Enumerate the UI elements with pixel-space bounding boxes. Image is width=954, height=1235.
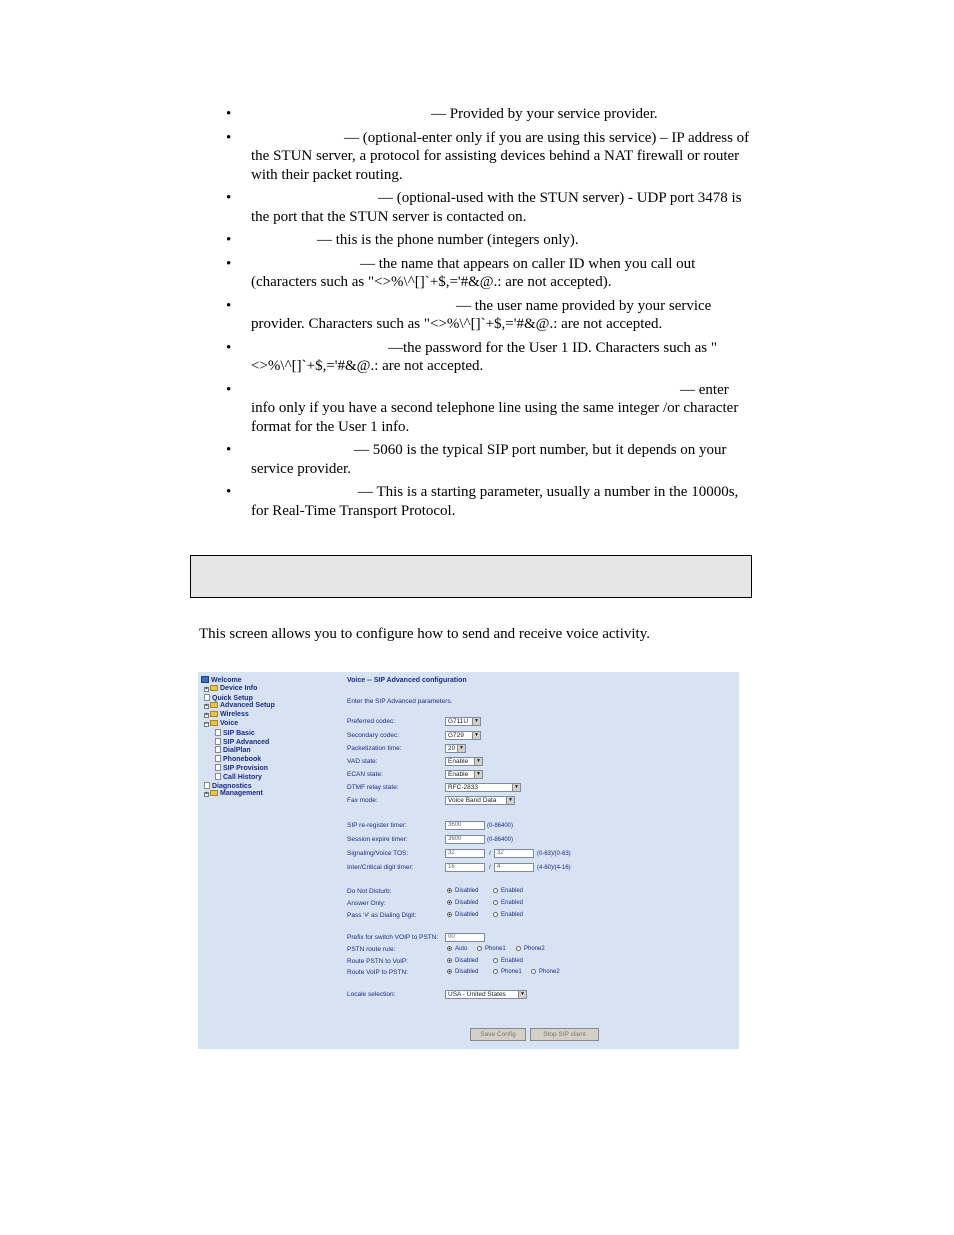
reregister-input[interactable]: 3600 xyxy=(445,821,485,830)
tree-item-label: Advanced Setup xyxy=(220,702,275,710)
page-icon xyxy=(215,764,221,771)
page-icon xyxy=(215,729,221,736)
monitor-icon xyxy=(201,676,209,683)
prefix-row xyxy=(347,933,737,943)
inter-digit-input[interactable]: 16 xyxy=(445,863,485,872)
secondary-codec-select[interactable]: G729 ▼ xyxy=(445,731,481,740)
tree-item[interactable] xyxy=(201,711,341,720)
pound-row xyxy=(347,911,737,921)
ecan-row xyxy=(347,770,737,780)
bullet-item xyxy=(226,105,756,124)
secondary-codec-row xyxy=(347,731,737,741)
tree-item[interactable] xyxy=(201,685,341,694)
bullet-text: — the user name provided by your service provider. Characters such as "<>%\^[]`+$,='#&@.: are not accepted. xyxy=(251,297,712,332)
reregister-hint: (0-86400) xyxy=(487,823,514,829)
bullet-dot: • xyxy=(226,484,232,500)
tree-item[interactable] xyxy=(201,755,341,764)
bullet-dot: • xyxy=(226,106,232,122)
voip-pstn-phone2-radio[interactable]: Phone2 xyxy=(531,969,560,975)
prefix-label: Prefix for switch VOIP to PSTN: xyxy=(347,934,439,941)
bullet-text: — this is the phone number (integers only). xyxy=(317,232,579,248)
dtmf-row xyxy=(347,783,737,793)
radio-checked-icon xyxy=(447,900,452,905)
pound-label: Pass '#' as Dialing Digit: xyxy=(347,912,417,919)
bullet-dot: • xyxy=(226,339,232,356)
chevron-down-icon: ▼ xyxy=(518,991,526,998)
bullet-dot: • xyxy=(226,255,232,272)
pound-enabled-radio[interactable]: Enabled xyxy=(493,912,523,918)
radio-icon xyxy=(493,958,498,963)
packetization-select[interactable]: 20 ▼ xyxy=(445,744,466,753)
radio-checked-icon xyxy=(447,888,452,893)
answer-disabled-radio[interactable]: Disabled xyxy=(447,900,478,906)
tos-voice-input[interactable]: 32 xyxy=(494,849,534,858)
tree-item[interactable] xyxy=(201,773,341,782)
pstn-voip-enabled-radio[interactable]: Enabled xyxy=(493,958,523,964)
save-config-button[interactable]: Save Config xyxy=(470,1028,526,1041)
bullet-item xyxy=(226,381,756,437)
chevron-down-icon: ▼ xyxy=(474,771,482,778)
bullet-text: — (optional-enter only if you are using this service) – IP address of the STUN server, a protocol for assisting devices behind a NAT firewall or router with their packet routing. xyxy=(251,129,750,183)
fax-select[interactable]: Voice Band Data ▼ xyxy=(445,796,515,805)
pstn-rule-label: PSTN route rule: xyxy=(347,946,396,953)
bullet-dot: • xyxy=(226,190,232,206)
page-icon xyxy=(204,782,210,789)
answer-only-label: Answer Only: xyxy=(347,900,386,907)
bullet-dot: • xyxy=(226,297,232,314)
tree-item-label: Phonebook xyxy=(223,756,262,764)
bullet-item xyxy=(226,297,756,334)
page-icon xyxy=(215,755,221,762)
radio-checked-icon xyxy=(447,958,452,963)
expand-icon[interactable]: + xyxy=(205,685,208,692)
bullet-text: — the name that appears on caller ID when you call out (characters such as "<>%\^[]`+$,='#&@.: are not accepted). xyxy=(251,255,696,290)
intro-text: This screen allows you to configure how to send and receive voice activity. xyxy=(199,626,650,642)
fax-row xyxy=(347,796,737,806)
radio-icon xyxy=(531,969,536,974)
nav-tree xyxy=(201,676,341,799)
chevron-down-icon: ▼ xyxy=(474,758,482,765)
bullet-dot: • xyxy=(226,442,232,458)
locale-row xyxy=(347,990,737,1000)
session-input[interactable]: 3600 xyxy=(445,835,485,844)
digit-timer-label: Inter/Critical digit timer: xyxy=(347,864,414,871)
dnd-row xyxy=(347,887,737,897)
radio-checked-icon xyxy=(447,969,452,974)
bullet-item xyxy=(226,441,756,478)
page-icon xyxy=(215,746,221,753)
fax-label: Fax mode: xyxy=(347,797,378,804)
session-label: Session expire timer: xyxy=(347,836,408,843)
section-heading-box xyxy=(190,555,752,598)
session-hint: (0-86400) xyxy=(487,837,514,843)
tree-item-label: Call History xyxy=(223,773,262,781)
folder-icon xyxy=(210,685,218,691)
tree-item[interactable] xyxy=(201,782,341,791)
folder-icon xyxy=(210,702,218,708)
pstn-rule-row xyxy=(347,945,737,955)
bullet-text: — enter info only if you have a second telephone line using the same integer /or character format for the User 1 info. xyxy=(251,381,739,435)
page-icon xyxy=(204,694,210,701)
tree-item-label: Quick Setup xyxy=(212,694,253,702)
chevron-down-icon: ▼ xyxy=(457,745,465,752)
dtmf-label: DTMF relay state: xyxy=(347,784,399,791)
tree-item[interactable] xyxy=(201,676,341,685)
critical-digit-input[interactable]: 4 xyxy=(494,863,534,872)
tree-item-label: Welcome xyxy=(211,677,242,684)
voip-pstn-row xyxy=(347,968,737,978)
radio-icon xyxy=(493,912,498,917)
bullet-item xyxy=(226,339,756,376)
voip-pstn-phone1-radio[interactable]: Phone1 xyxy=(493,969,522,975)
expand-icon[interactable]: + xyxy=(205,703,208,710)
chevron-down-icon: ▼ xyxy=(506,797,514,804)
answer-only-row xyxy=(347,899,737,909)
folder-open-icon xyxy=(210,720,218,726)
locale-select[interactable]: USA - United States ▼ xyxy=(445,990,527,999)
tree-item-label: SIP Basic xyxy=(223,729,255,737)
bullet-item xyxy=(226,189,756,226)
locale-label: Locale selection: xyxy=(347,991,396,998)
dnd-disabled-radio[interactable]: Disabled xyxy=(447,888,478,894)
packetization-row xyxy=(347,744,737,754)
tos-label: Signaling/Voice TOS: xyxy=(347,850,409,857)
tree-item[interactable] xyxy=(201,694,341,703)
bullet-text: —the password for the User 1 ID. Characters such as "<>%\^[]`+$,='#&@.: are not accepted. xyxy=(251,339,717,374)
bullet-text: — (optional-used with the STUN server) - UDP port 3478 is the port that the STUN server is contacted on. xyxy=(251,190,742,225)
tree-item[interactable] xyxy=(201,746,341,755)
tree-item[interactable] xyxy=(201,702,341,711)
parameter-bullet-list xyxy=(226,105,756,525)
bullet-dot: • xyxy=(226,232,232,248)
answer-enabled-radio[interactable]: Enabled xyxy=(493,900,523,906)
stop-sip-client-button[interactable]: Stop SIP client xyxy=(530,1028,599,1041)
preferred-codec-row xyxy=(347,717,737,727)
prefix-input[interactable]: 00 xyxy=(445,933,485,942)
vad-select[interactable]: Enable ▼ xyxy=(445,757,483,766)
folder-icon xyxy=(210,711,218,717)
expand-icon[interactable]: + xyxy=(205,712,208,719)
session-row xyxy=(347,835,737,845)
tree-item[interactable] xyxy=(201,790,341,799)
pstn-voip-label: Route PSTN to VoIP: xyxy=(347,958,409,965)
dnd-label: Do Not Disturb: xyxy=(347,888,392,895)
tos-hint: (0-63)/(0-63) xyxy=(537,851,571,857)
radio-icon xyxy=(516,946,521,951)
vad-label: VAD state: xyxy=(347,758,378,765)
dnd-enabled-radio[interactable]: Enabled xyxy=(493,888,523,894)
pstn-phone2-radio[interactable]: Phone2 xyxy=(516,946,545,952)
bullet-text: — 5060 is the typical SIP port number, but it depends on your service provider. xyxy=(251,442,727,477)
chevron-down-icon: ▼ xyxy=(472,732,480,739)
bullet-dot: • xyxy=(226,129,232,146)
tos-separator: / xyxy=(489,851,491,857)
pound-disabled-radio[interactable]: Disabled xyxy=(447,912,478,918)
radio-icon xyxy=(477,946,482,951)
tos-row xyxy=(347,849,737,859)
digit-timer-row xyxy=(347,863,737,873)
pstn-voip-disabled-radio[interactable]: Disabled xyxy=(447,958,478,964)
preferred-codec-label: Preferred codec: xyxy=(347,718,396,725)
secondary-codec-label: Secondary codec: xyxy=(347,732,400,739)
radio-icon xyxy=(493,900,498,905)
bullet-text: — Provided by your service provider. xyxy=(431,106,658,122)
tree-item[interactable] xyxy=(201,738,341,747)
page-icon xyxy=(215,773,221,780)
tree-item-label: Device Info xyxy=(220,684,258,692)
ecan-select[interactable]: Enable ▼ xyxy=(445,770,483,779)
tree-item-label: Wireless xyxy=(220,711,249,719)
tree-item-label: Management xyxy=(220,790,263,798)
radio-checked-icon xyxy=(447,946,452,951)
radio-checked-icon xyxy=(447,912,452,917)
panel-subtitle: Enter the SIP Advanced parameters. xyxy=(347,698,453,705)
tree-item-label: Voice xyxy=(220,719,239,727)
collapse-icon[interactable]: − xyxy=(205,720,208,727)
digit-separator: / xyxy=(489,865,491,871)
radio-icon xyxy=(493,888,498,893)
bullet-item xyxy=(226,129,756,185)
bullet-text: — This is a starting parameter, usually a number in the 10000s, for Real-Time Transport Protocol. xyxy=(251,484,739,519)
tree-item-label: Diagnostics xyxy=(212,782,252,790)
tree-item-label: SIP Provision xyxy=(223,764,268,772)
sip-advanced-screenshot xyxy=(198,672,739,1049)
dtmf-select[interactable]: RFC-2833 ▼ xyxy=(445,783,521,792)
tree-item[interactable] xyxy=(201,764,341,773)
tos-signaling-input[interactable]: 32 xyxy=(445,849,485,858)
tree-item-label: SIP Advanced xyxy=(223,738,270,746)
reregister-label: SIP re-register timer: xyxy=(347,822,407,829)
vad-row xyxy=(347,757,737,767)
digit-hint: (4-60)/(4-16) xyxy=(537,865,571,871)
pstn-voip-row xyxy=(347,957,737,967)
bullet-item xyxy=(226,231,756,250)
bullet-item xyxy=(226,483,756,520)
folder-icon xyxy=(210,790,218,796)
pstn-phone1-radio[interactable]: Phone1 xyxy=(477,946,506,952)
chevron-down-icon: ▼ xyxy=(472,718,480,725)
tree-item[interactable] xyxy=(201,720,341,729)
preferred-codec-select[interactable]: G711U ▼ xyxy=(445,717,481,726)
reregister-row xyxy=(347,821,737,831)
chevron-down-icon: ▼ xyxy=(512,784,520,791)
tree-item-label: DialPlan xyxy=(223,747,251,755)
expand-icon[interactable]: + xyxy=(205,791,208,798)
packetization-label: Packetization time: xyxy=(347,745,402,752)
voip-pstn-label: Route VoIP to PSTN: xyxy=(347,969,408,976)
bullet-dot: • xyxy=(226,381,232,398)
voip-pstn-disabled-radio[interactable]: Disabled xyxy=(447,969,478,975)
radio-icon xyxy=(493,969,498,974)
tree-item[interactable] xyxy=(201,729,341,738)
bullet-item xyxy=(226,255,756,292)
ecan-label: ECAN state: xyxy=(347,771,383,778)
pstn-auto-radio[interactable]: Auto xyxy=(447,946,467,952)
page-icon xyxy=(215,738,221,745)
panel-title: Voice -- SIP Advanced configuration xyxy=(347,677,467,684)
